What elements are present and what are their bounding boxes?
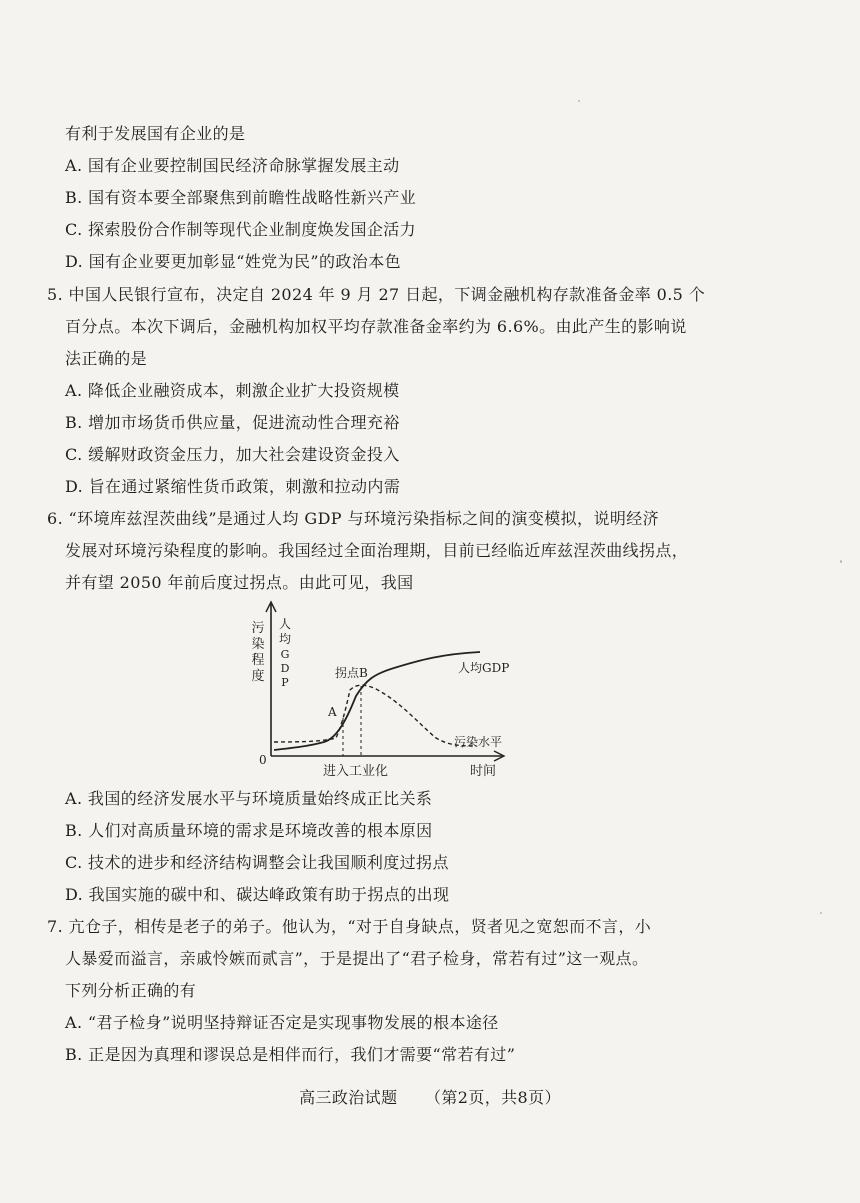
q7-stem-line-1: 7. 亢仓子，相传是老子的弟子。他认为，“对于自身缺点，贤者见之宽恕而不言，小 bbox=[47, 917, 652, 936]
q7-stem-line-2: 人暴爱而溢言，亲戚怜嫉而贰言”，于是提出了“君子检身，常若有过”这一观点。 bbox=[65, 949, 649, 968]
q6-option-d: D. 我国实施的碳中和、碳达峰政策有助于拐点的出现 bbox=[65, 885, 450, 904]
q4-option-a: A. 国有企业要控制国民经济命脉掌握发展主动 bbox=[65, 156, 400, 175]
q7-option-b: B. 正是因为真理和谬误总是相伴而行，我们才需要“常若有过” bbox=[65, 1045, 516, 1064]
q6-stem-line-1: 6. “环境库兹涅茨曲线”是通过人均 GDP 与环境污染指标之间的演变模拟，说明经济 bbox=[47, 509, 660, 528]
svg-text:人: 人 bbox=[278, 617, 292, 631]
gdp-curve bbox=[274, 652, 480, 750]
x-axis-label: 时间 bbox=[470, 764, 497, 779]
q6-stem-line-3: 并有望 2050 年前后度过拐点。由此可见，我国 bbox=[65, 573, 414, 592]
q4-stem-tail: 有利于发展国有企业的是 bbox=[65, 124, 246, 143]
industrialization-label: 进入工业化 bbox=[323, 764, 389, 779]
q4-option-d: D. 国有企业要更加彰显“姓党为民”的政治本色 bbox=[65, 252, 401, 271]
q5-stem-line-1: 5. 中国人民银行宣布，决定自 2024 年 9 月 27 日起，下调金融机构存款准备金率 0.5 个 bbox=[47, 285, 706, 304]
svg-text:P: P bbox=[281, 676, 289, 689]
svg-text:均: 均 bbox=[278, 632, 292, 646]
q6-option-c: C. 技术的进步和经济结构调整会让我国顺利度过拐点 bbox=[65, 853, 449, 872]
svg-text:D: D bbox=[280, 662, 290, 675]
q6-option-b: B. 人们对高质量环境的需求是环境改善的根本原因 bbox=[65, 821, 433, 840]
svg-text:污: 污 bbox=[251, 621, 265, 636]
scan-speck bbox=[820, 912, 822, 914]
svg-text:度: 度 bbox=[251, 669, 265, 684]
q6-option-a: A. 我国的经济发展水平与环境质量始终成正比关系 bbox=[65, 789, 433, 808]
y-axis-label-gdp bbox=[279, 617, 291, 689]
q5-option-c: C. 缓解财政资金压力，加大社会建设资金投入 bbox=[65, 445, 400, 464]
q4-option-c: C. 探索股份合作制等现代企业制度焕发国企活力 bbox=[65, 220, 417, 239]
page-footer bbox=[0, 1088, 860, 1108]
q5-option-b: B. 增加市场货币供应量，促进流动性合理充裕 bbox=[65, 413, 400, 432]
svg-text:染: 染 bbox=[251, 637, 265, 652]
scan-speck bbox=[578, 100, 580, 102]
q4-option-b: B. 国有资本要全部聚焦到前瞻性战略性新兴产业 bbox=[65, 188, 417, 207]
y-axis-label-pollution bbox=[251, 621, 264, 684]
scan-speck bbox=[840, 560, 842, 563]
pollution-series-label: 污染水平 bbox=[454, 735, 503, 749]
point-a-label: A bbox=[328, 705, 337, 719]
origin-label: 0 bbox=[259, 753, 267, 767]
gdp-series-label: 人均GDP bbox=[458, 661, 510, 675]
footer-page-info: （第2页，共8页） bbox=[424, 1088, 561, 1107]
q5-option-a: A. 降低企业融资成本，刺激企业扩大投资规模 bbox=[65, 381, 400, 400]
q6-stem-line-2: 发展对环境污染程度的影响。我国经过全面治理期，目前已经临近库兹涅茨曲线拐点， bbox=[65, 541, 689, 560]
q5-stem-line-3: 法正确的是 bbox=[65, 349, 148, 368]
svg-text:G: G bbox=[280, 648, 290, 661]
q5-option-d: D. 旨在通过紧缩性货币政策，刺激和拉动内需 bbox=[65, 477, 401, 496]
pollution-curve bbox=[274, 685, 476, 746]
q7-stem-line-3: 下列分析正确的有 bbox=[65, 981, 197, 1000]
turning-point-b-label: 拐点B bbox=[335, 666, 368, 680]
q5-stem-line-2: 百分点。本次下调后，金融机构加权平均存款准备金率约为 6.6%。由此产生的影响说 bbox=[65, 317, 687, 336]
q7-option-a: A. “君子检身”说明坚持辩证否定是实现事物发展的根本途径 bbox=[65, 1013, 499, 1032]
svg-text:程: 程 bbox=[251, 653, 265, 668]
footer-title: 高三政治试题 bbox=[299, 1088, 398, 1107]
kuznets-curve-figure bbox=[250, 598, 520, 784]
